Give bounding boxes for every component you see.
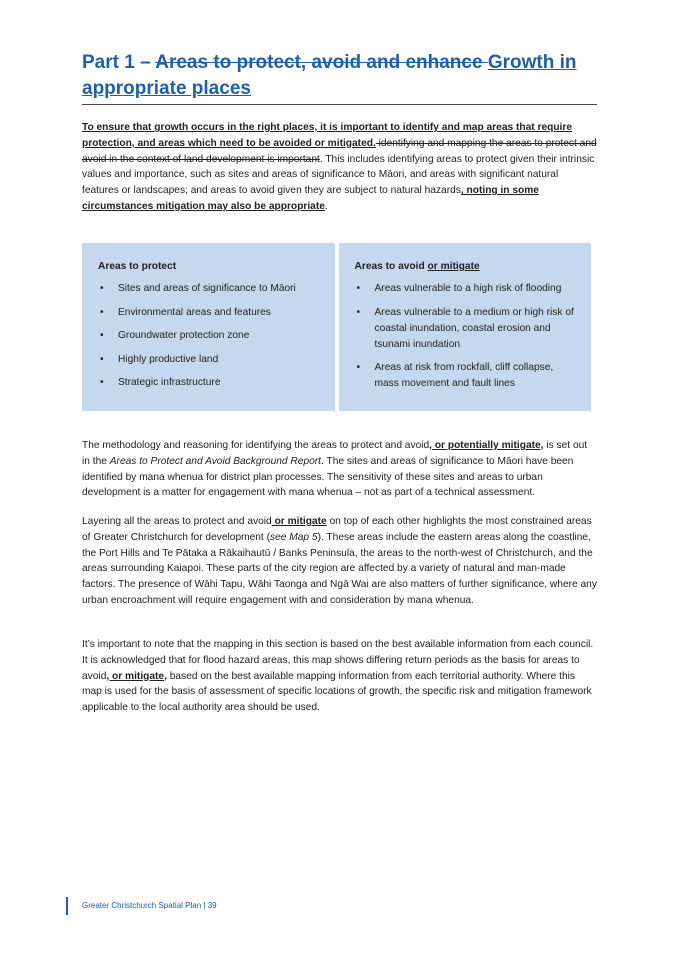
title-inserted-text: Growth in appropriate places (82, 52, 577, 99)
areas-table (82, 243, 591, 411)
list-item: • Areas at risk from rockfall, cliff collapse, mass movement and fault lines (355, 360, 578, 392)
para4-text-c: based on the best available mapping information from each territorial authority. Where this map is used for the basis of assessment of specific locations of growth, the specific risk and mitigation framework applicable to the local authority area should be used. (82, 670, 592, 714)
mapping-note-paragraph (82, 637, 597, 716)
para2-text-c: is set out in the (82, 440, 588, 467)
page-footer: Greater Christchurch Spatial Plan | 39 (66, 897, 217, 915)
title-prefix: Part 1 – (82, 52, 156, 73)
para3-text-c: on top of each other highlights the most constrained areas of Greater Christchurch for development ( (82, 516, 592, 543)
para2-underlined: , or potentially mitigate, (429, 440, 544, 451)
avoid-heading-underlined: or mitigate (427, 261, 480, 272)
para4-underlined: , or mitigate, (106, 670, 167, 682)
intro-struck-text: identifying and mapping the areas to protect and avoid in the context of land development is important (82, 137, 597, 165)
avoid-heading (355, 261, 578, 272)
para3-text-e: ). These areas include the eastern areas along the coastline, the Port Hills and Te Pātaka a Rākaihautū / Banks Peninsula, the areas to the north-west of Christchurch, and the areas surrounding Kaiapoi. These parts of the city region are affected by a variety of natural and man-made factors. The presence of Wāhi Tapu, Wāhi Taonga and Ngā Wai are also matters of further significance, where any urban encroachment will require engagement with and consideration by mana whenua. (82, 531, 597, 606)
list-item: • Areas vulnerable to a medium or high risk of coastal inundation, coastal erosion and tsunami inundation (355, 305, 578, 353)
protect-list (98, 281, 321, 391)
para2-text-e: . The sites and areas of significance to Māori have been identified by mana whenua for district plan processes. The sensitivity of these sites and areas to urban development is a matter for engagement with mana whenua – not as part of a technical assessment. (82, 455, 574, 499)
para4-text-a: It’s important to note that the mapping in this section is based on the best available information from each council. It is acknowledged that for flood hazard areas, this map shows differing return periods as the basis for areas to avoid (82, 639, 594, 682)
list-item: • Areas vulnerable to a high risk of flooding (355, 281, 578, 297)
list-item: • Environmental areas and features (98, 305, 321, 321)
layering-paragraph (82, 514, 597, 609)
protect-heading: Areas to protect (98, 261, 177, 272)
intro-body-text: . This includes identifying areas to protect given their intrinsic values and importance, such as sites and areas of significance to Māori, and areas with significant natural features or landscapes; and areas to avoid given they are subject to natural hazards (82, 153, 595, 197)
list-item: • Strategic infrastructure (98, 375, 321, 391)
avoid-heading-text: Areas to avoid (354, 261, 428, 272)
page-title (82, 50, 597, 105)
list-item: • Highly productive land (98, 352, 321, 368)
avoid-box (339, 243, 592, 411)
para3-underlined: or mitigate (271, 516, 327, 527)
list-item: • Groundwater protection zone (98, 328, 321, 344)
para2-text-a: The methodology and reasoning for identifying the areas to protect and avoid (82, 440, 430, 451)
title-struck-text: Areas to protect, avoid and enhance (155, 52, 488, 73)
intro-end: . (324, 200, 328, 212)
list-item: • Sites and areas of significance to Māori (98, 281, 321, 297)
intro-paragraph (82, 120, 597, 215)
map-reference: see Map 5 (269, 531, 318, 543)
avoid-list (355, 281, 578, 392)
protect-box (82, 243, 335, 411)
intro-underlined-text: To ensure that growth occurs in the right places, it is important to identify and map areas that require protection, and areas which need to be avoided or mitigated. (82, 122, 573, 149)
report-title: Areas to Protect and Avoid Background Report (109, 455, 321, 467)
methodology-paragraph (82, 438, 597, 501)
intro-underlined-note: , noting in some circumstances mitigation may also be appropriate (82, 185, 539, 212)
para3-text-a: Layering all the areas to protect and avoid (82, 516, 272, 527)
